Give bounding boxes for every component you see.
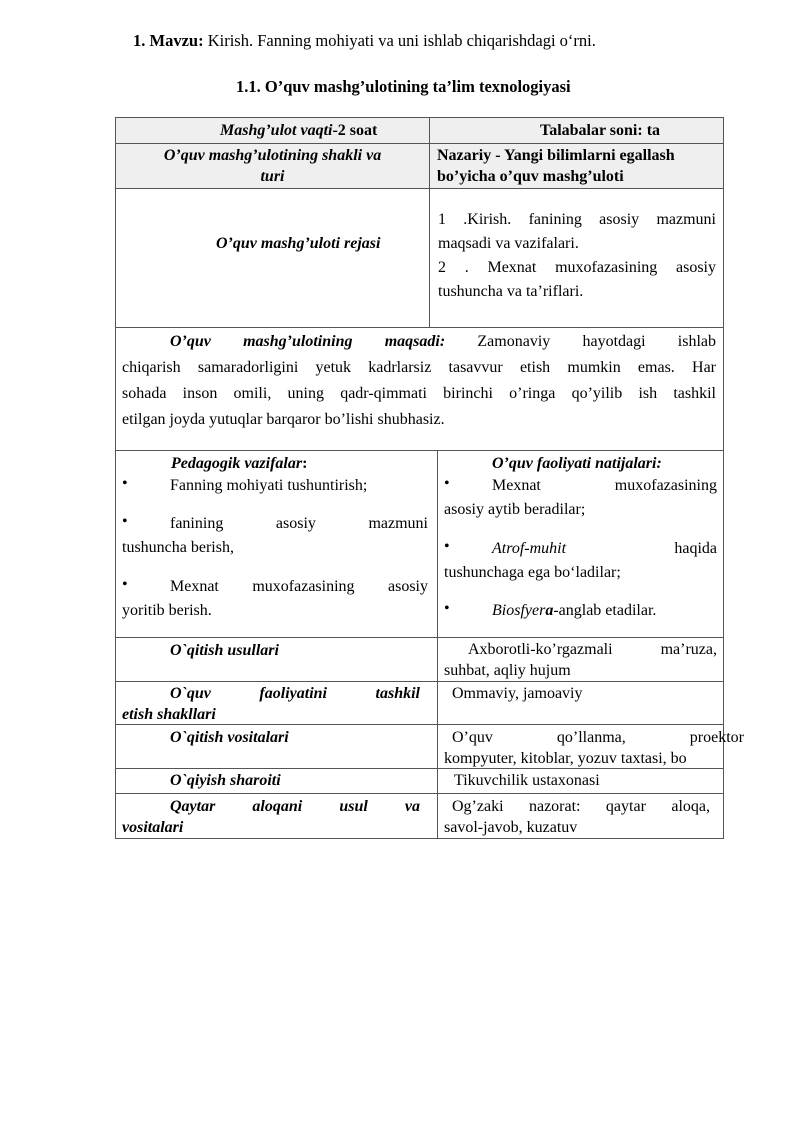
- teaching-methods-value: Axborotli-ko’rgazmali ma’ruza, suhbat, aqliy hujum: [444, 641, 717, 679]
- lesson-plan-label: O’quv mashg’uloti rejasi: [216, 235, 381, 252]
- learning-result-2: Atrof-muhit haqida tushunchaga ega bo‘ladilar;: [444, 540, 717, 581]
- learning-result-3: Biosfyera-anglab etadilar.: [492, 602, 657, 619]
- bullet-icon: •: [444, 600, 450, 617]
- bullet-icon: •: [122, 576, 128, 593]
- learning-result-1: Mexnat muxofazasining asosiy aytib beradilar;: [444, 477, 717, 518]
- learning-results-header: O’quv faoliyati natijalari:: [492, 455, 662, 472]
- teaching-tools-value: O’quv qo’llanma, proektor kompyuter, kitoblar, yozuv taxtasi, bo: [444, 729, 744, 767]
- bullet-icon: •: [444, 475, 450, 492]
- row-divider: [115, 681, 724, 682]
- row3-left-cell: [115, 188, 430, 328]
- pedagogical-task-1: Fanning mohiyati tushuntirish;: [170, 477, 368, 494]
- topic-heading: [133, 31, 596, 51]
- teaching-methods-label: O`qitish usullari: [170, 642, 279, 659]
- bullet-icon: •: [122, 475, 128, 492]
- topic-label: 1. Mavzu:: [133, 31, 204, 50]
- feedback-methods-label: Qaytar aloqani usul va vositalari: [122, 798, 420, 836]
- bullet-icon: •: [444, 538, 450, 555]
- teaching-tools-label: O`qitish vositalari: [170, 729, 289, 746]
- pedagogical-task-2: fanining asosiy mazmuni tushuncha berish,: [122, 515, 428, 556]
- lesson-goal: O’quv mashg’ulotining maqsadi: Zamonaviy hayotdagi ishlab chiqarish samaradorligini yetuk kadrlarsiz tasavvur etish mumkin emas. Har sohada inson omili, uning qadr-qimmati birinchi o’ringa qo’yilib ish tashkil etilgan joyda yutuqlar barqaror bo’lishi shubhasiz.: [122, 333, 717, 428]
- study-conditions-value: Tikuvchilik ustaxonasi: [454, 772, 600, 789]
- row-divider: [115, 793, 724, 794]
- bullet-icon: •: [122, 513, 128, 530]
- student-count: Talabalar soni: ta: [540, 122, 661, 139]
- lesson-form-label: O’quv mashg’ulotining shakli va turi: [163, 147, 382, 185]
- topic-text: Kirish. Fanning mohiyati va uni ishlab chiqarishdagi o‘rni.: [207, 31, 596, 50]
- details-divider: [437, 637, 438, 839]
- lesson-form-value: Nazariy - Yangi bilimlarni egallash bo’yicha o’quv mashg’uloti: [437, 147, 675, 185]
- study-conditions-label: O`qiyish sharoiti: [170, 772, 281, 789]
- lesson-plan-items: 1 .Kirish. fanining asosiy mazmuni maqsadi va vazifalari. 2 . Mexnat muxofazasining asosiy tushuncha va ta’riflari.: [438, 211, 716, 300]
- feedback-methods-value: Og’zaki nazorat: qaytar aloqa, savol-javob, kuzatuv: [444, 798, 710, 836]
- activity-forms-value: Ommaviy, jamoaviy: [452, 685, 583, 702]
- activity-forms-label: O`quv faoliyatini tashkil etish shakllari: [122, 685, 420, 723]
- lesson-tech-subtitle: 1.1. O’quv mashg’ulotining ta’lim texnologiyasi: [236, 77, 571, 96]
- pedagogical-task-3: Mexnat muxofazasining asosiy yoritib berish.: [122, 578, 428, 619]
- lesson-time: Mashg’ulot vaqti-2 soat: [220, 122, 378, 139]
- pedagogical-tasks-header: Pedagogik vazifalar:: [171, 455, 308, 472]
